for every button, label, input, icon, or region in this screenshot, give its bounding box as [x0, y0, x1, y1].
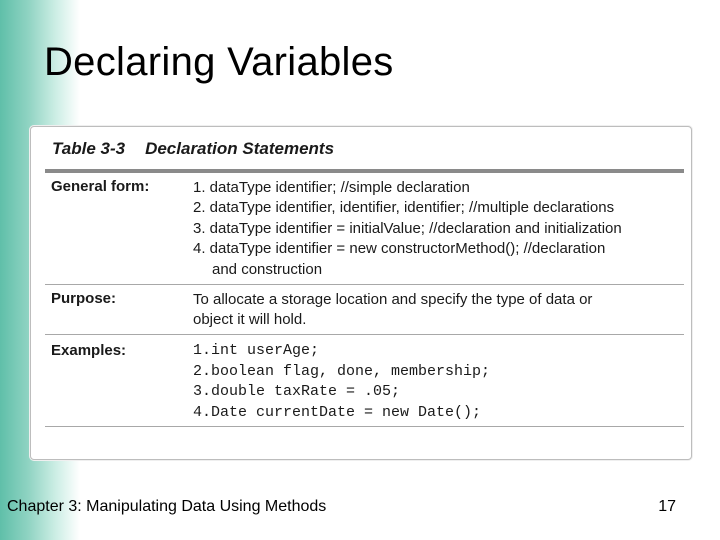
- example-line-3: 3.double taxRate = .05;: [193, 383, 401, 400]
- general-form-line-3: 3. dataType identifier = initialValue; //declaration and initialization: [193, 219, 622, 237]
- row-label-examples: Examples:: [51, 342, 127, 359]
- row-label-general-form: General form:: [51, 178, 150, 195]
- example-line-4: 4.Date currentDate = new Date();: [193, 403, 482, 421]
- table-caption-number: Table 3-3: [52, 139, 126, 158]
- general-form-line-4: 4. dataType identifier = new constructorMethod(); //declaration: [193, 240, 606, 258]
- table-caption: [52, 139, 334, 159]
- general-form-line-5: and construction: [212, 260, 323, 278]
- general-form-line-2: 2. dataType identifier, identifier, identifier; //multiple declarations: [193, 199, 615, 217]
- row-content-general-form: [193, 178, 683, 280]
- table-caption-title: Declaration Statements: [145, 139, 335, 158]
- table-header-rule: [45, 169, 684, 173]
- example-line-1: 1.int userAge;: [193, 342, 320, 359]
- row-label-purpose: Purpose:: [51, 290, 117, 307]
- row-content-purpose: [193, 290, 683, 331]
- purpose-line-1: To allocate a storage location and specify the type of data or: [193, 291, 593, 308]
- row-content-examples: [193, 341, 683, 423]
- example-line-2: 2.boolean flag, done, membership;: [193, 362, 491, 380]
- row-divider: [45, 284, 684, 285]
- footer-chapter-title: Chapter 3: Manipulating Data Using Methods: [7, 498, 327, 515]
- page-number: 17: [658, 498, 676, 515]
- purpose-line-2: object it will hold.: [193, 311, 307, 329]
- general-form-line-1: 1. dataType identifier; //simple declaration: [193, 179, 470, 196]
- table-bottom-rule: [45, 426, 684, 427]
- slide-title: Declaring Variables: [44, 40, 394, 84]
- row-divider: [45, 334, 684, 335]
